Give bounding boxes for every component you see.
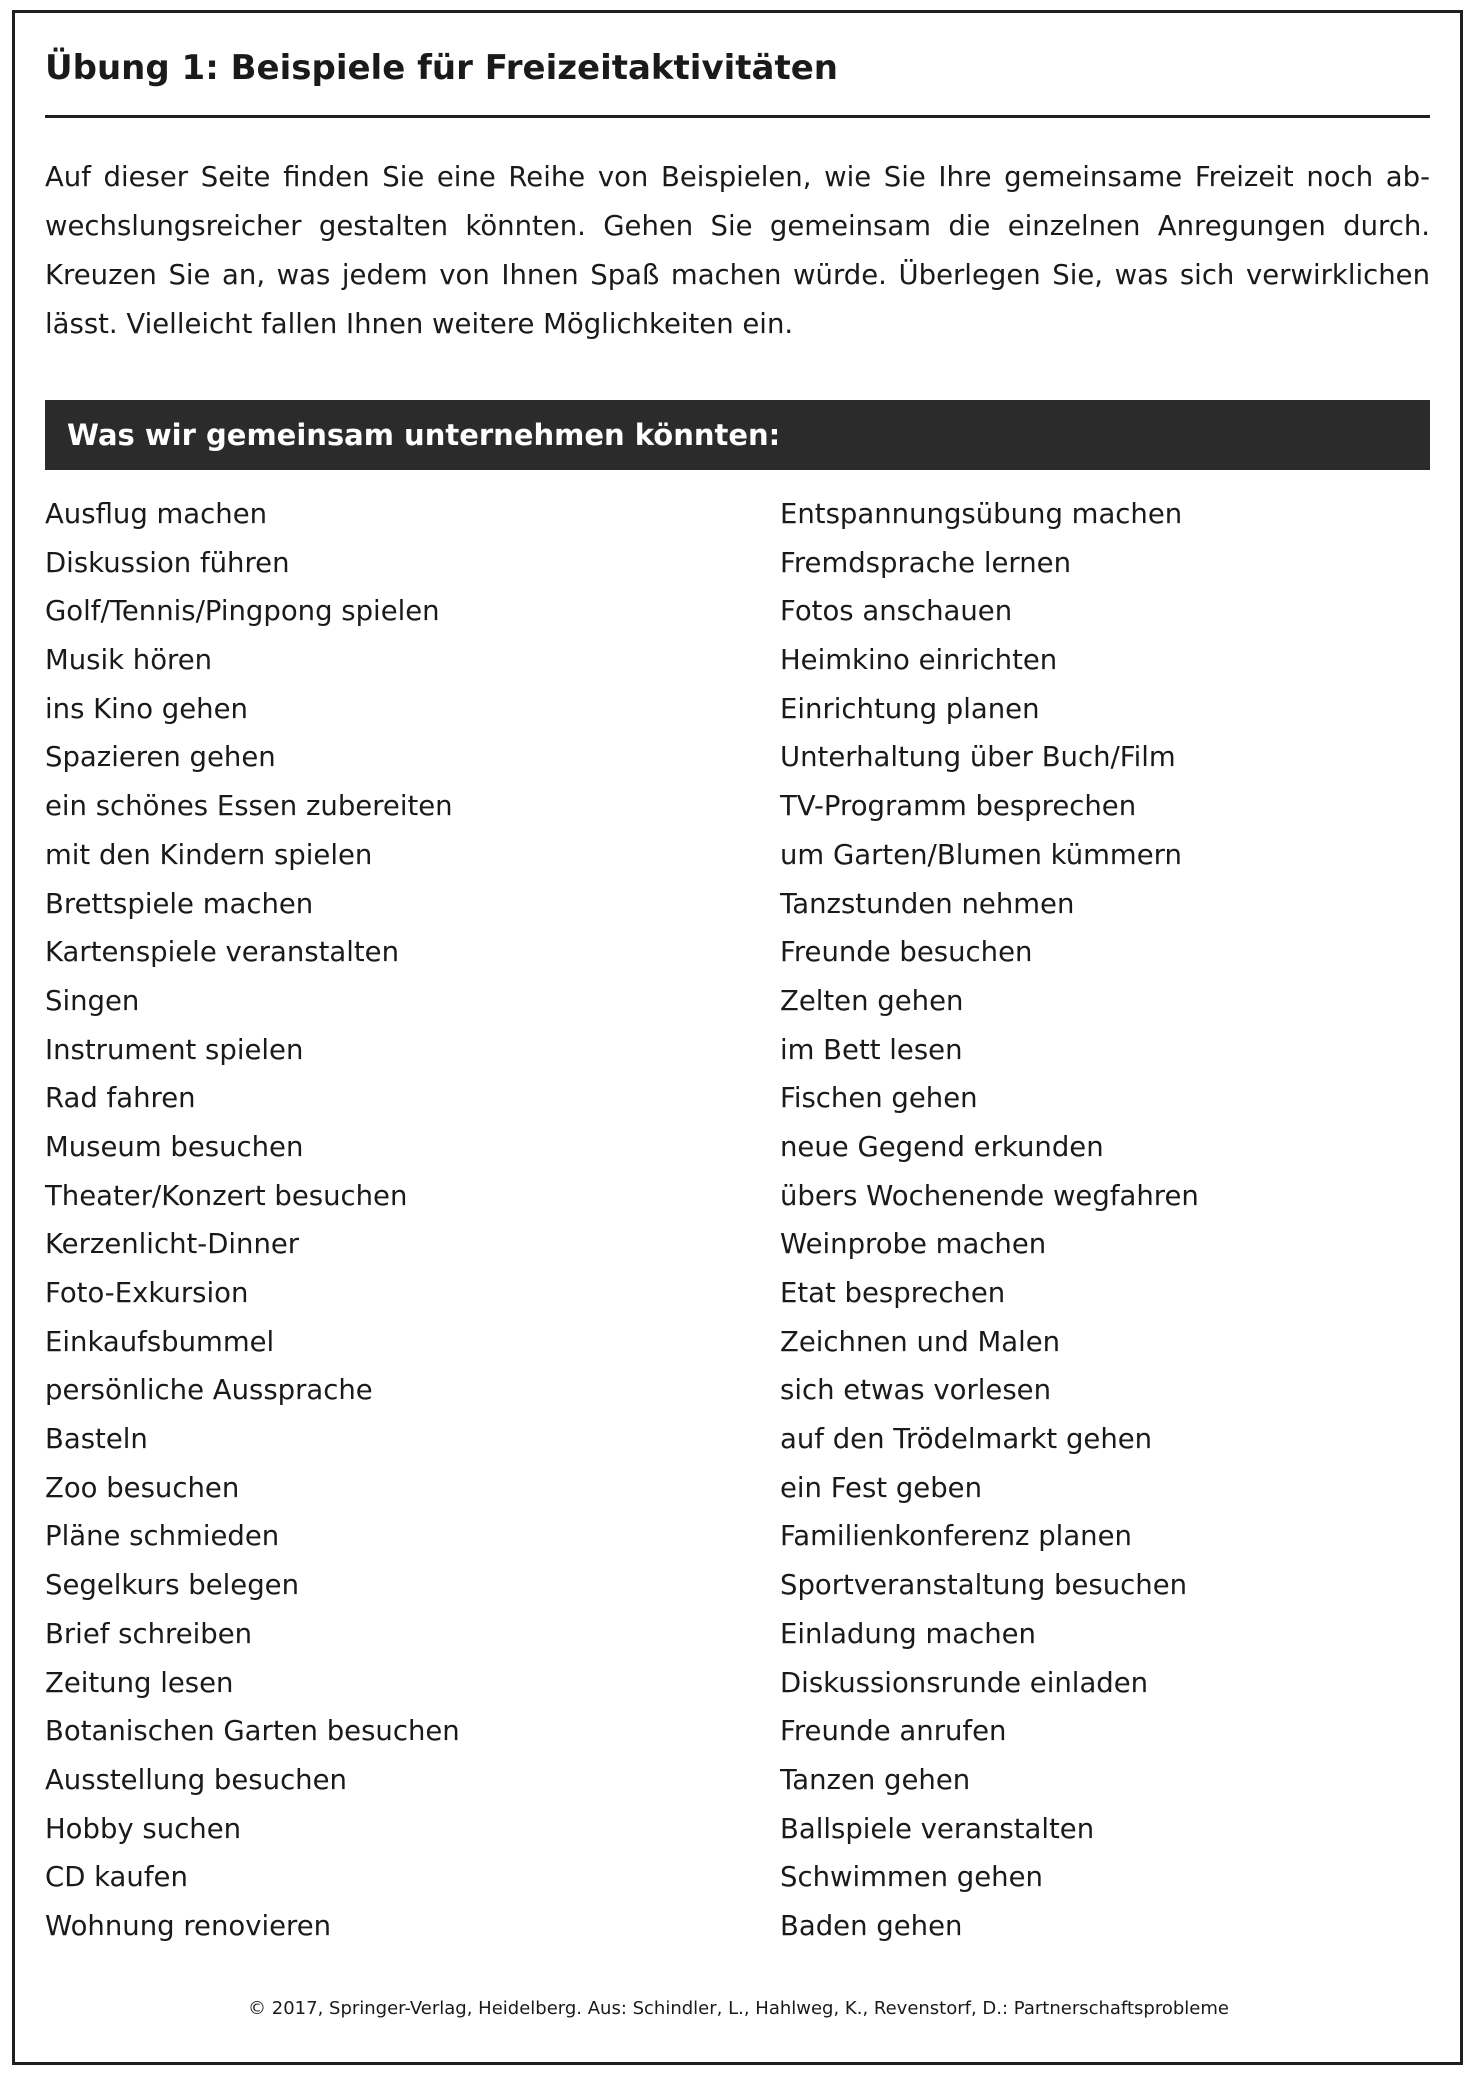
activity-item: Einrichtung planen (780, 692, 1040, 725)
activity-item: Basteln (45, 1423, 148, 1456)
activity-item: Brettspiele machen (45, 887, 314, 920)
activity-item: Botanischen Garten besuchen (45, 1715, 460, 1748)
section-heading: Was wir gemeinsam unternehmen könnten: (67, 418, 781, 452)
activity-item: ein Fest geben (780, 1471, 982, 1504)
activity-item: auf den Trödelmarkt gehen (780, 1423, 1153, 1456)
activity-item: Golf/Tennis/Pingpong spielen (45, 595, 440, 628)
activity-item: Musik hören (45, 644, 213, 677)
activity-item: Zelten gehen (780, 984, 964, 1017)
activity-item: im Bett lesen (780, 1033, 963, 1066)
activity-item: Zeitung lesen (45, 1666, 234, 1699)
activity-item: Baden gehen (780, 1909, 963, 1942)
activity-item: Familienkonferenz planen (780, 1520, 1132, 1553)
activities-right-column (780, 490, 1199, 1951)
exercise-title: Übung 1: Beispiele für Freizeitaktivitäten (45, 48, 838, 88)
activity-item: Kartenspiele veranstalten (45, 936, 399, 969)
activity-item: Wohnung renovieren (45, 1909, 332, 1942)
section-heading-bar (45, 400, 1430, 470)
activity-item: CD kaufen (45, 1861, 188, 1894)
activity-item: Einkaufsbummel (45, 1325, 275, 1358)
activity-item: Weinprobe machen (780, 1228, 1047, 1261)
activity-item: Tanzen gehen (780, 1763, 971, 1796)
activity-item: Unterhaltung über Buch/Film (780, 741, 1176, 774)
activity-item: Sportveranstaltung besuchen (780, 1569, 1188, 1602)
activity-item: neue Gegend erkunden (780, 1130, 1104, 1163)
copyright-footer: © 2017, Springer-Verlag, Heidelberg. Aus: Schindler, L., Hahlweg, K., Revenstorf, D.: Partnerschaftsprobleme (248, 1998, 1229, 2019)
activities-left-column (45, 490, 460, 1951)
activity-item: Fischen gehen (780, 1082, 978, 1115)
activity-item: Museum besuchen (45, 1130, 304, 1163)
activity-item: sich etwas vorlesen (780, 1374, 1052, 1407)
activity-item: ein schönes Essen zubereiten (45, 790, 453, 823)
activity-item: Pläne schmieden (45, 1520, 280, 1553)
activity-item: Freunde anrufen (780, 1715, 1007, 1748)
activity-item: Hobby suchen (45, 1812, 242, 1845)
activity-item: Singen (45, 984, 140, 1017)
activity-item: Zoo besuchen (45, 1471, 240, 1504)
activity-item: Zeichnen und Malen (780, 1325, 1061, 1358)
activity-item: Diskussionsrunde einladen (780, 1666, 1149, 1699)
activity-item: Spazieren gehen (45, 741, 276, 774)
activity-item: Fremdsprache lernen (780, 546, 1071, 579)
activity-item: Freunde besuchen (780, 936, 1033, 969)
activity-item: Brief schreiben (45, 1617, 253, 1650)
activity-item: übers Wochenende wegfahren (780, 1179, 1199, 1212)
activity-item: TV-Programm besprechen (780, 790, 1137, 823)
activity-item: Rad fahren (45, 1082, 196, 1115)
activity-item: Tanzstunden nehmen (780, 887, 1075, 920)
intro-paragraph: Auf dieser Seite finden Sie eine Reihe von Beispielen, wie Sie Ihre gemeinsame Freizeit noch abwechslungsreicher gestalten könnten. Gehen Sie gemeinsam die einzelnen Anregungen durch. Kreuzen Sie an, was jedem von Ihnen Spaß machen würde. Überlegen Sie, was sich verwirklichen lässt. Vielleicht fallen Ihnen weitere Möglichkeiten ein. (45, 161, 1430, 340)
activity-item: ins Kino gehen (45, 692, 248, 725)
activity-item: Schwimmen gehen (780, 1861, 1043, 1894)
activity-item: Ballspiele veranstalten (780, 1812, 1095, 1845)
activity-item: Foto-Exkursion (45, 1277, 249, 1309)
activity-item: mit den Kindern spielen (45, 838, 373, 871)
activity-item: Segelkurs belegen (45, 1569, 300, 1602)
activity-item: Kerzenlicht-Dinner (45, 1228, 300, 1261)
activity-item: Heimkino einrichten (780, 644, 1058, 677)
activity-item: Einladung machen (780, 1617, 1036, 1650)
activity-item: Instrument spielen (45, 1033, 304, 1066)
activity-item: Entspannungsübung machen (780, 498, 1183, 530)
activity-item: Etat besprechen (780, 1277, 1006, 1309)
activity-item: Theater/Konzert besuchen (45, 1179, 408, 1212)
activity-item: Ausflug machen (45, 498, 268, 530)
activity-item: Fotos anschauen (780, 595, 1013, 628)
activity-item: um Garten/Blumen kümmern (780, 838, 1182, 871)
activity-item: Ausstellung besuchen (45, 1763, 347, 1796)
activity-item: persönliche Aussprache (45, 1374, 373, 1407)
title-divider (45, 115, 1430, 118)
activity-item: Diskussion führen (45, 546, 290, 579)
